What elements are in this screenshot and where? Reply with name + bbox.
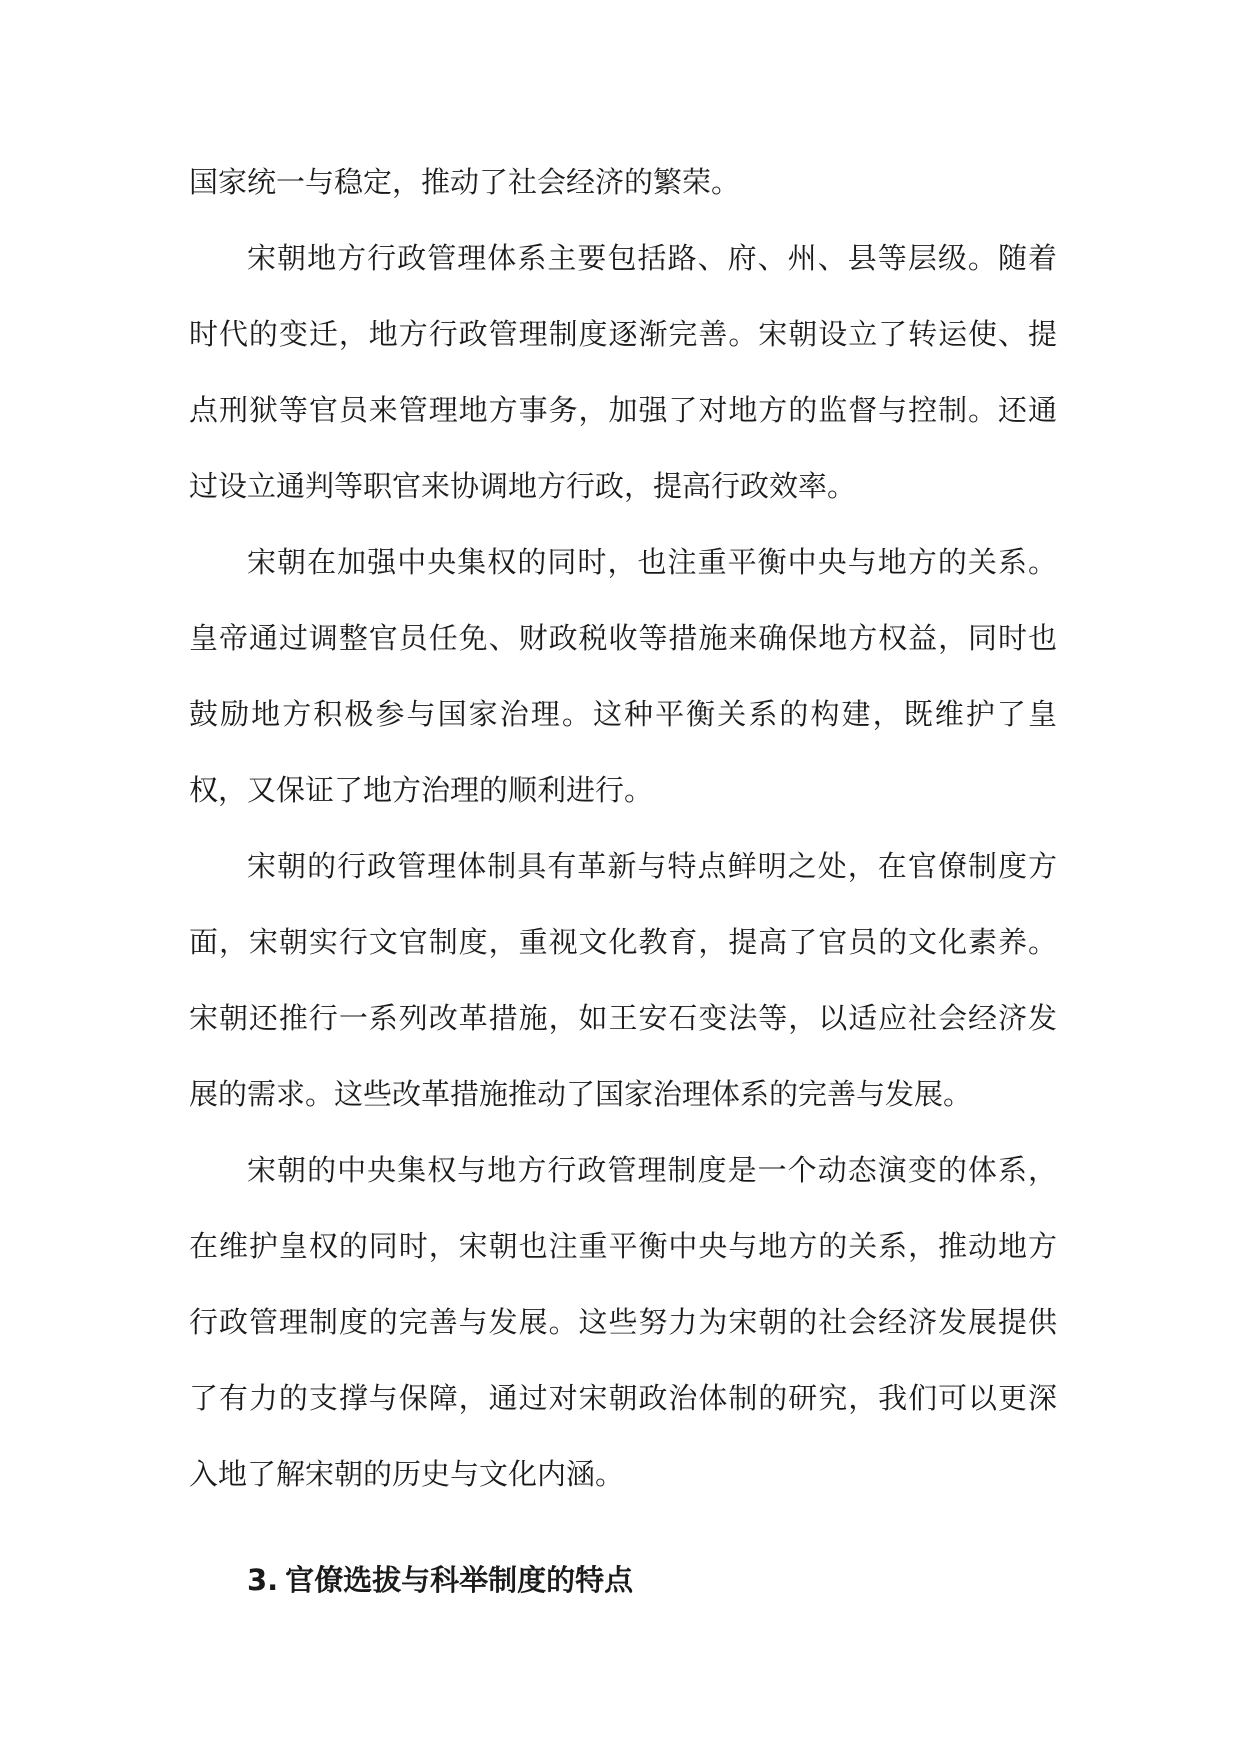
section-title: 官僚选拔与科举制度的特点 [285,1563,634,1597]
paragraph-summary: 宋朝的中央集权与地方行政管理制度是一个动态演变的体系，在维护皇权的同时，宋朝也注重平衡中央与地方的关系，推动地方行政管理制度的完善与发展。这些努力为宋朝的社会经济发展提供了有力的支撑与保障，通过对宋朝政治体制的研究，我们可以更深入地了解宋朝的历史与文化内涵。 [189,1153,1057,1491]
document-body [189,144,1057,1618]
section-heading [189,1542,1057,1618]
paragraph-local-administration: 宋朝地方行政管理体系主要包括路、府、州、县等层级。随着时代的变迁，地方行政管理制度逐渐完善。宋朝设立了转运使、提点刑狱等官员来管理地方事务，加强了对地方的监督与控制。还通过设立通判等职官来协调地方行政，提高行政效率。 [189,241,1057,503]
paragraph-continuation: 国家统一与稳定，推动了社会经济的繁荣。 [189,165,741,199]
paragraph-central-local-balance: 宋朝在加强中央集权的同时，也注重平衡中央与地方的关系。皇帝通过调整官员任免、财政税收等措施来确保地方权益，同时也鼓励地方积极参与国家治理。这种平衡关系的构建，既维护了皇权，又保证了地方治理的顺利进行。 [189,545,1057,807]
paragraph-administrative-reform: 宋朝的行政管理体制具有革新与特点鲜明之处，在官僚制度方面，宋朝实行文官制度，重视文化教育，提高了官员的文化素养。宋朝还推行一系列改革措施，如王安石变法等，以适应社会经济发展的需求。这些改革措施推动了国家治理体系的完善与发展。 [189,849,1057,1111]
section-number: 3. [247,1563,279,1597]
